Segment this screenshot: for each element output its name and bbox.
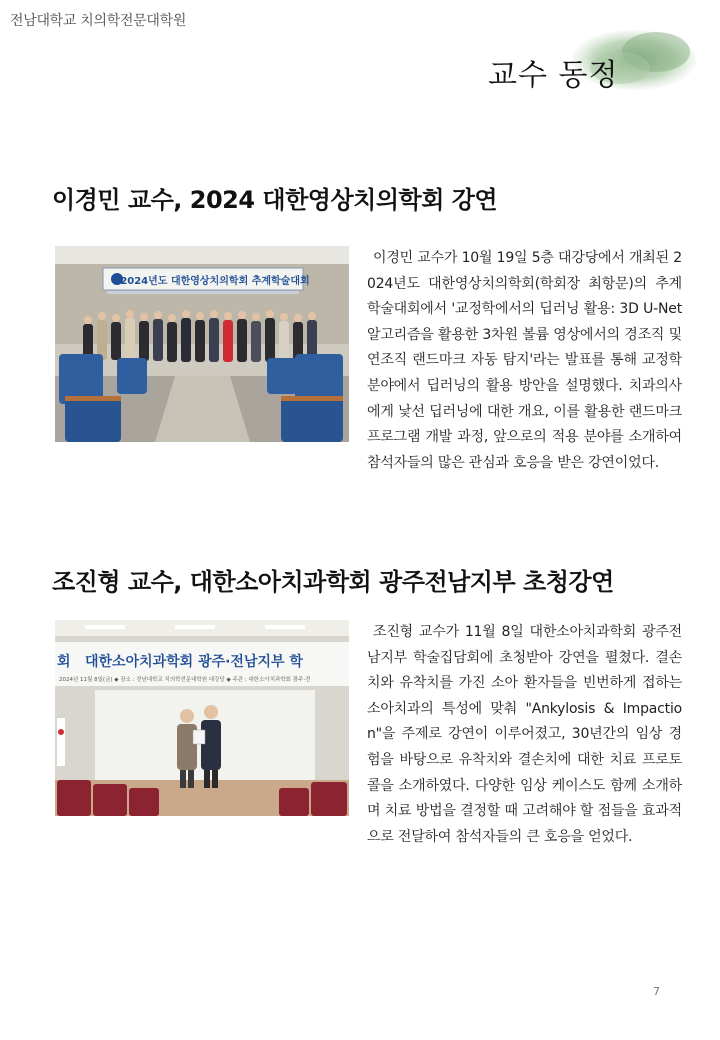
article-2-title: 조진형 교수, 대한소아치과학회 광주전남지부 초청강연 [52,568,614,596]
photo-2-banner-text: 대한소아치과학회 광주·전남지부 학 [85,654,303,670]
photo-2-banner-prefix: 회 [57,654,71,670]
article-2-photo [55,620,349,816]
photo-2-banner-subline: 2024년 11월 8일(금) ◆ 장소 : 전남대학교 치의학전문대학원 대강당 ◆ 주관 : 대한소아치과학회 광주·전 [59,677,311,683]
photo-1-banner-text: 2024년도 대한영상치의학회 추계학술대회 [120,276,310,287]
page-number: 7 [653,985,660,998]
organization-name: 전남대학교 치의학전문대학원 [10,13,187,29]
article-1-photo [55,246,349,442]
article-1-body: 이경민 교수가 10월 19일 5층 대강당에서 개최된 2024년도 대한영상치의학회(학회장 최항문)의 추계학술대회에서 '교정학에서의 딥러닝 활용: 3D U-Net 알고리즘을 활용한 3차원 볼륨 영상에서의 경조직 및 연조직 랜드마크 자동 탐지'라는 발표를 통해 교정학 분야에서 딥러닝의 활용 방안을 설명했다. 치과의사에게 낯선 딥러닝에 대한 개요, 이를 활용한 랜드마크 프로그램 개발 과정, 앞으로의 적용 분야를 소개하여 참석자들의 많은 관심과 호응을 받은 강연이었다. [367,250,682,471]
section-title: 교수 동정 [488,58,619,93]
article-1-title: 이경민 교수, 2024 대한영상치의학회 강연 [52,186,498,214]
article-2-body: 조진형 교수가 11월 8일 대한소아치과학회 광주전남지부 학술집담회에 초청받아 강연을 펼쳤다. 결손치와 유착치를 가진 소아 환자들을 빈번하게 접하는 소아치과의 특성에 맞춰 "Ankylosis & Impaction"을 주제로 강연이 이루어졌고, 30년간의 임상 경험을 바탕으로 유착치와 결손치에 대한 치료 프로토콜을 소개하였다. 다양한 임상 케이스도 함께 소개하며 치료 방법을 결정할 때 고려해야 할 점들을 효과적으로 전달하여 참석자들의 큰 호응을 얻었다. [367,624,682,845]
